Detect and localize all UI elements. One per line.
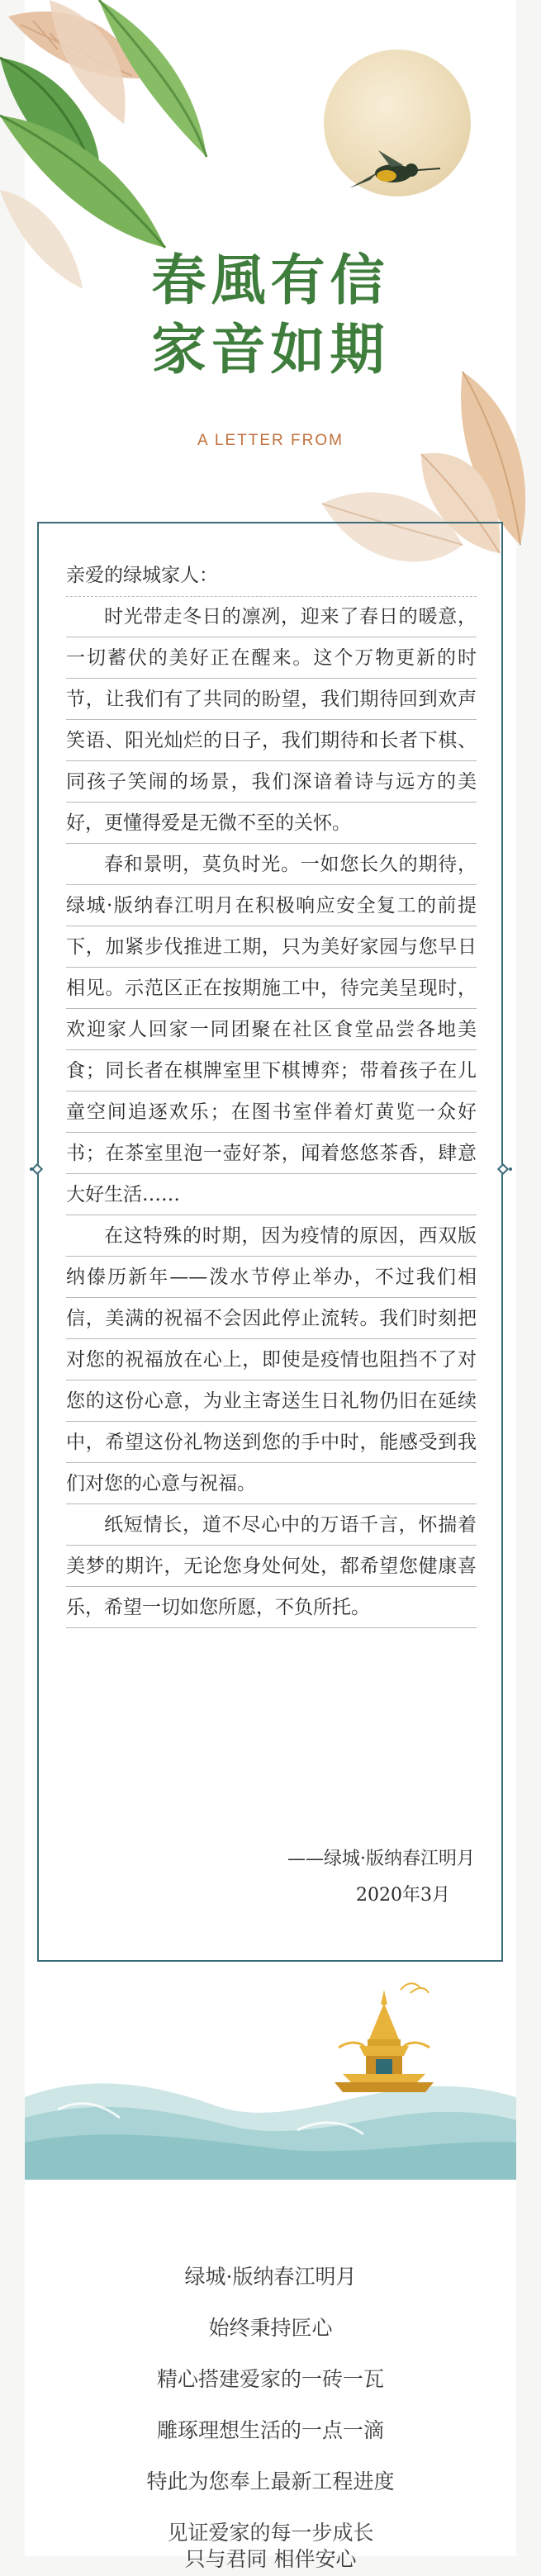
letter-paragraph: 春和景明，莫负时光。一如您长久的期待，绿城·版纳春江明月在积极响应安全复工的前提下，加紧步伐推进工期，只为美好家园与您早日相见。示范区正在按期施工中，待完美呈现时，欢迎家人回家一同团聚在社区食堂品尝各地美食；同长者在棋牌室里下棋博弈；带着孩子在儿童空间追逐欢乐；在图书室伴着灯黄览一众好书；在茶室里泡一壶好茶，闻着悠悠茶香，肆意大好生活…… [66,854,477,1205]
letter-paragraph: 在这特殊的时期，因为疫情的原因，西双版纳傣历新年——泼水节停止举办，不过我们相信，美满的祝福不会因此停止流转。我们时刻把对您的祝福放在心上，即使是疫情也阻挡不了对您的这份心意，为业主寄送生日礼物仍旧在延续中，希望这份礼物送到您的手中时，能感受到我们对您的心意与祝福。 [66,1225,477,1494]
letter-greeting: 亲爱的绿城家人： [66,555,477,597]
closing-line: 雕琢理想生活的一点一滴 [156,2418,384,2442]
hummingbird-illustration [345,149,444,206]
letter-paragraph: 时光带走冬日的凛冽，迎来了春日的暖意，一切蓄伏的美好正在醒来。这个万物更新的时节，让我们有了共同的盼望，我们期待回到欢声笑语、阳光灿烂的日子，我们期待和长者下棋、同孩子笑闹的场景，我们深谙着诗与远方的美好，更懂得爱是无微不至的关怀。 [66,606,477,834]
frame-dot-left [30,1167,33,1171]
closing-line: 特此为您奉上最新工程进度 [146,2469,395,2493]
frame-dot-right [509,1167,512,1171]
closing-line: 始终秉持匠心 [208,2316,333,2340]
letter-date: 2020年3月 [356,1885,450,1906]
closing-line: 绿城·版纳春江明月 [184,2265,357,2289]
letter-paragraph: 纸短情长，道不尽心中的万语千言，怀揣着美梦的期许，无论您身处何处，都希望您健康喜乐，希望一切如您所愿，不负所托。 [66,1514,477,1618]
closing-line: 见证爱家的每一步成长 [167,2521,374,2545]
closing-line: 只与君同 相伴安心 [184,2547,357,2571]
letter-body [66,596,477,1628]
temple-wave-illustration [25,1973,516,2180]
letter-signature-block [287,1841,475,1914]
closing-line: 精心搭建爱家的一砖一瓦 [156,2367,384,2391]
letter-signature: ——绿城·版纳春江明月 [287,1849,475,1869]
subtitle: A LETTER FROM [197,432,344,449]
title-line-2: 家音如期 [151,317,390,381]
title-line-1: 春風有信 [151,248,390,312]
